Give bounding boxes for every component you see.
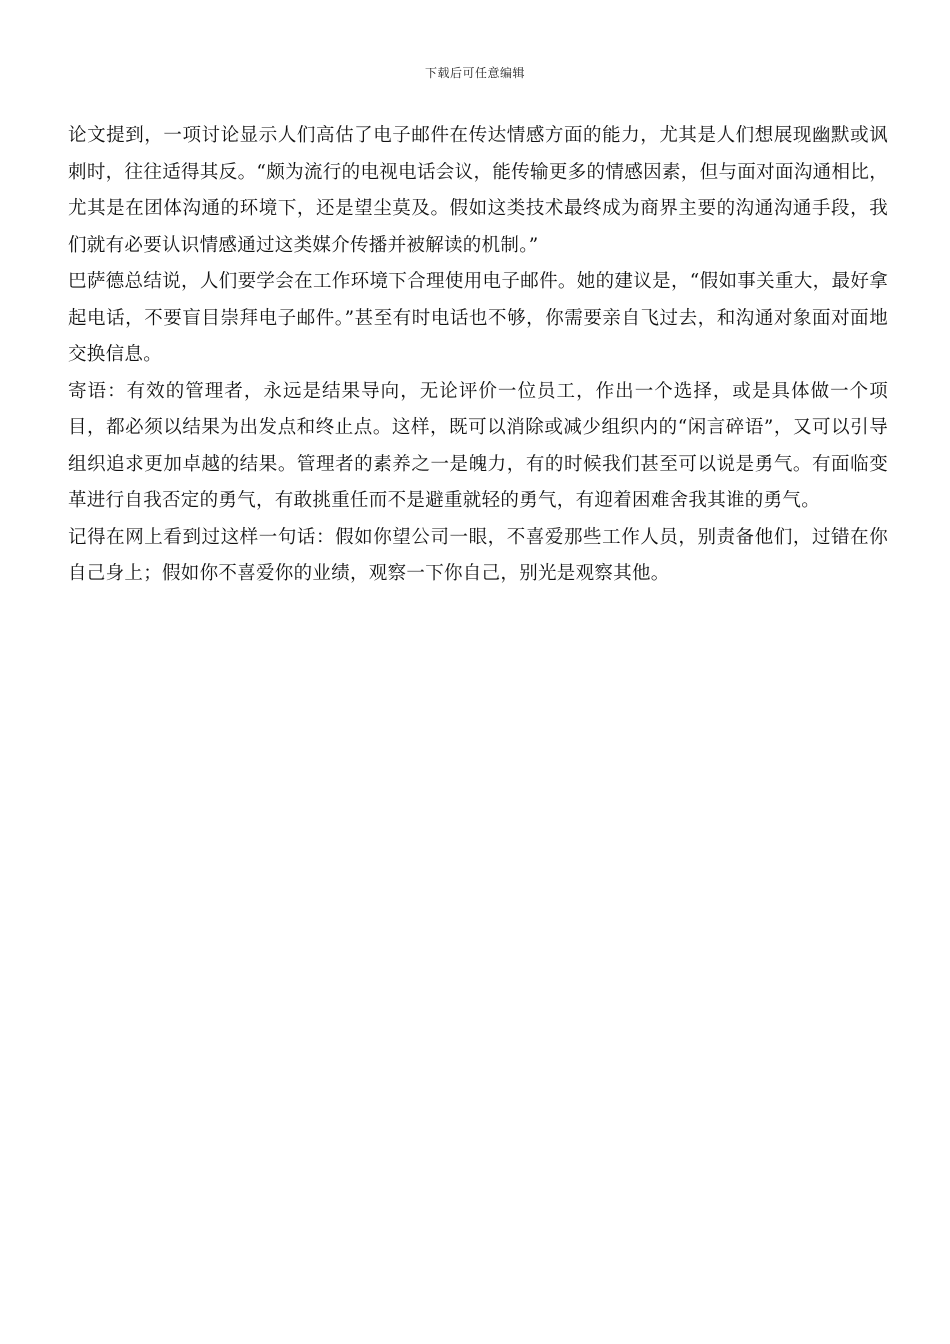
paragraph-barsade-summary: 巴萨德总结说，人们要学会在工作环境下合理使用电子邮件。她的建议是，“假如事关重大，最好拿起电话，不要盲目崇拜电子邮件。”甚至有时电话也不够，你需要亲自飞过去，和沟通对象面对面地交换信息。 xyxy=(68,271,888,365)
paragraph-quote: 记得在网上看到过这样一句话：假如你望公司一眼，不喜爱那些工作人员，别责备他们，过错在你自己身上；假如你不喜爱你的业绩，观察一下你自己，别光是观察其他。 xyxy=(68,526,888,584)
page-header: 下载后可任意编辑 xyxy=(424,66,525,80)
paragraph-email-emotion: 论文提到，一项讨论显示人们高估了电子邮件在传达情感方面的能力，尤其是人们想展现幽默或讽刺时，往往适得其反。“颇为流行的电视电话会议，能传输更多的情感因素，但与面对面沟通相比，尤其是在团体沟通的环境下，还是望尘莫及。假如这类技术最终成为商界主要的沟通沟通手段，我们就有必要认识情感通过这类媒介传播并被解读的机制。” xyxy=(68,125,888,256)
paragraph-closing-message: 寄语：有效的管理者，永远是结果导向，无论评价一位员工，作出一个选择，或是具体做一个项目，都必须以结果为出发点和终止点。这样，既可以消除或减少组织内的“闲言碎语”，又可以引导组织追求更加卓越的结果。管理者的素养之一是魄力，有的时候我们甚至可以说是勇气。有面临变革进行自我否定的勇气，有敢挑重任而不是避重就轻的勇气，有迎着困难舍我其谁的勇气。 xyxy=(68,380,888,511)
document-body xyxy=(68,118,888,593)
